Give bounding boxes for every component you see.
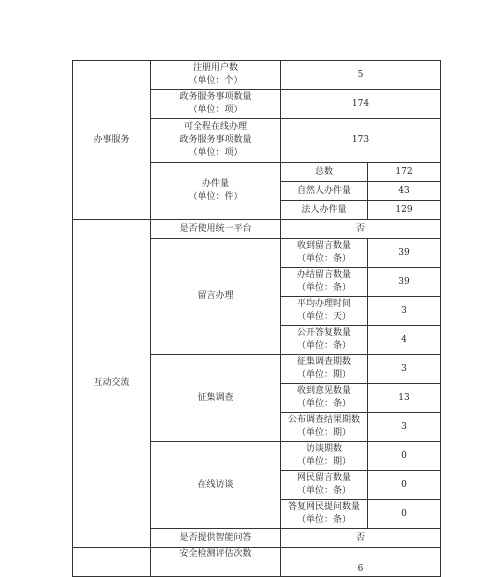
label-handled: 办件量 （单位：件） — [151, 163, 281, 220]
row-registered-users — [73, 61, 441, 90]
value-survey-opinions: 13 — [368, 384, 441, 413]
label-messages-avg-time: 平均办理时间 （单位：天） — [281, 297, 368, 326]
value-messages-received: 39 — [368, 239, 441, 268]
label-interview-answers: 答复网民提问数量 （单位：条） — [281, 500, 368, 529]
label-messages-closed: 办结留言数量 （单位：条） — [281, 268, 368, 297]
label-smart-qa: 是否提供智能问答 — [151, 529, 281, 548]
value-survey-periods: 3 — [368, 355, 441, 384]
value-messages-avg-time: 3 — [368, 297, 441, 326]
row-security-checks — [73, 548, 441, 577]
label-messages-received: 收到留言数量 （单位：条） — [281, 239, 368, 268]
value-service-items: 174 — [281, 90, 441, 119]
label-interview-periods: 访谈期数 （单位：期） — [281, 442, 368, 471]
value-registered-users: 5 — [281, 61, 441, 90]
value-handled-total: 172 — [368, 163, 441, 182]
label-handled-total: 总数 — [281, 163, 368, 182]
value-online-items: 173 — [281, 119, 441, 163]
category-security — [73, 548, 151, 577]
value-interview-questions: 0 — [368, 471, 441, 500]
value-interview-periods: 0 — [368, 442, 441, 471]
label-service-items: 政务服务事项数量 （单位：项） — [151, 90, 281, 119]
label-survey: 征集调查 — [151, 355, 281, 442]
label-handled-natural: 自然人办件量 — [281, 182, 368, 201]
row-unified-platform — [73, 220, 441, 239]
label-messages: 留言办理 — [151, 239, 281, 355]
value-messages-published: 4 — [368, 326, 441, 355]
label-unified-platform: 是否使用统一平台 — [151, 220, 281, 239]
label-interview: 在线访谈 — [151, 442, 281, 529]
value-messages-closed: 39 — [368, 268, 441, 297]
value-handled-legal: 129 — [368, 201, 441, 220]
label-registered-users: 注册用户数 （单位：个） — [151, 61, 281, 90]
value-interview-answers: 0 — [368, 500, 441, 529]
label-online-items: 可全程在线办理 政务服务事项数量 （单位：项） — [151, 119, 281, 163]
label-messages-published: 公开答复数量 （单位：条） — [281, 326, 368, 355]
label-handled-legal: 法人办件量 — [281, 201, 368, 220]
government-website-report-table — [72, 60, 441, 577]
value-smart-qa: 否 — [281, 529, 441, 548]
label-interview-questions: 网民留言数量 （单位：条） — [281, 471, 368, 500]
value-unified-platform: 否 — [281, 220, 441, 239]
category-interaction: 互动交流 — [73, 220, 151, 548]
value-security-checks: 6 — [281, 548, 441, 577]
category-office-service: 办事服务 — [73, 61, 151, 220]
label-security-checks: 安全检测评估次数 — [151, 548, 281, 577]
label-survey-opinions: 收到意见数量 （单位：条） — [281, 384, 368, 413]
value-handled-natural: 43 — [368, 182, 441, 201]
value-survey-results: 3 — [368, 413, 441, 442]
label-survey-results: 公布调查结果期数 （单位：期） — [281, 413, 368, 442]
label-survey-periods: 征集调查期数 （单位：期） — [281, 355, 368, 384]
